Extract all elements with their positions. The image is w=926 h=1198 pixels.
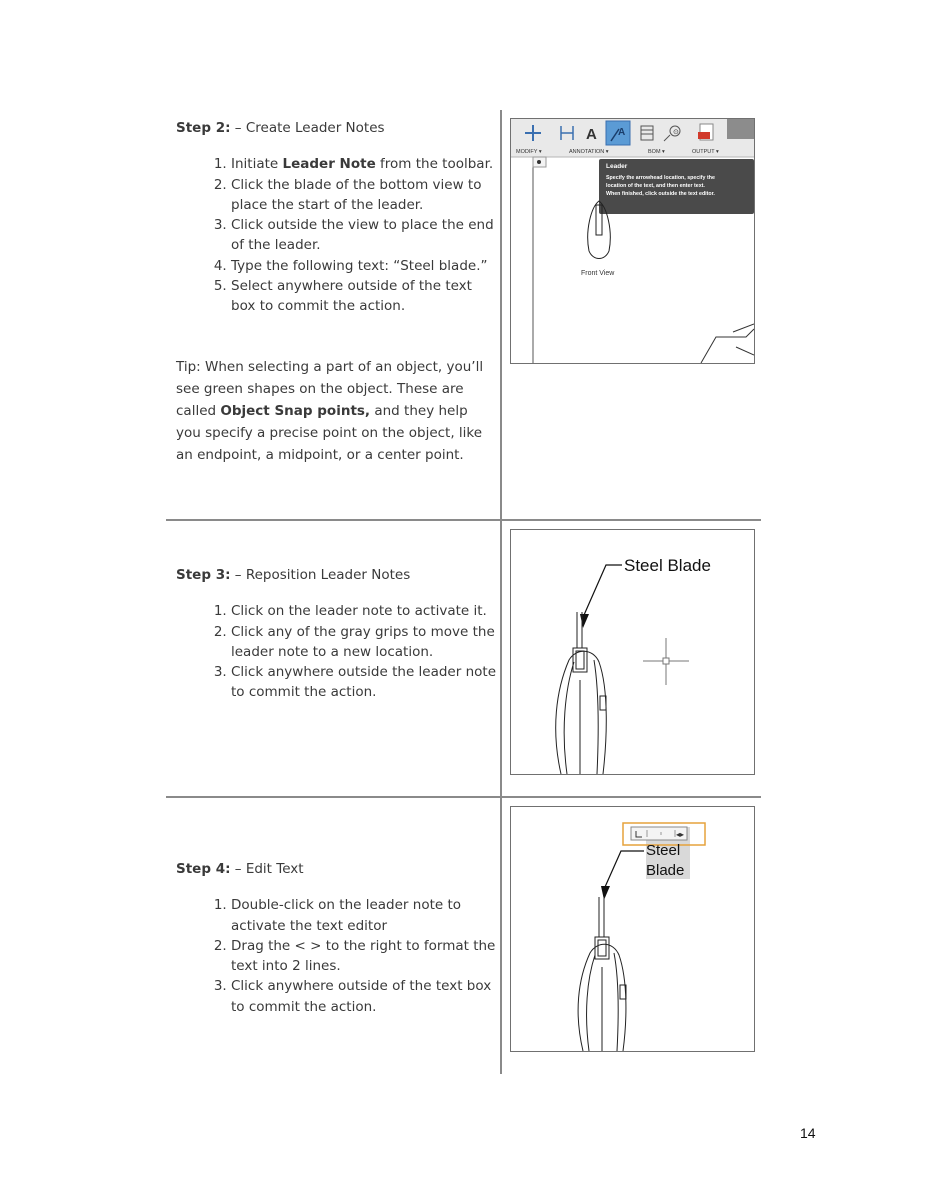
- bom-menu[interactable]: BOM ▾: [648, 149, 665, 155]
- step-3-item: 1. Click on the leader note to activate it.: [231, 601, 496, 621]
- step-2-item: 4. Type the following text: “Steel blade.”: [231, 256, 496, 276]
- leader-tooltip: [599, 159, 754, 214]
- step-4-title: Step 4: – Edit Text: [176, 861, 304, 877]
- column-divider: [500, 110, 502, 1074]
- row-divider-2: [166, 796, 761, 798]
- leader-arrowhead: [580, 614, 589, 628]
- modify-menu[interactable]: MODIFY ▾: [516, 149, 542, 155]
- crosshair-cursor: [643, 638, 689, 685]
- svg-text:When finished, click outside t: When finished, click outside the text editor.: [606, 191, 715, 197]
- annotation-menu[interactable]: ANNOTATION ▾: [569, 149, 609, 155]
- step-2-section: [176, 118, 496, 317]
- balloon-number: ⊙: [673, 129, 679, 136]
- leader-text-line-2[interactable]: Blade: [646, 862, 685, 879]
- leader-line: [584, 565, 622, 615]
- step-2-item: 2. Click the blade of the bottom view to place the start of the leader.: [231, 175, 496, 216]
- step-2-list: [176, 154, 496, 316]
- leader-line: [605, 851, 644, 887]
- leader-text-line-1[interactable]: Steel: [646, 842, 681, 859]
- blade-model: [556, 612, 607, 774]
- step-3-item: 2. Click any of the gray grips to move the leader note to a new location.: [231, 622, 496, 663]
- svg-text:Specify the arrowhead location: Specify the arrowhead location, specify the: [606, 175, 715, 181]
- front-view-label: Front View: [581, 270, 615, 277]
- svg-text:◂▸: ◂▸: [676, 830, 685, 839]
- text-tool-icon[interactable]: A: [586, 126, 597, 143]
- tip-paragraph: Tip: When selecting a part of an object, you’ll see green shapes on the object. These are called Object Snap points, and they help you specify a precise point on the object, like an endpoint, a midpoint, or a center point.: [176, 359, 484, 463]
- reposition-screenshot: [510, 529, 755, 775]
- step-3-title: Step 3: – Reposition Leader Notes: [176, 567, 411, 583]
- svg-text:Leader: Leader: [606, 163, 628, 170]
- step-3-section: [176, 565, 496, 703]
- leader-note-text[interactable]: Steel Blade: [624, 556, 711, 575]
- page-number: 14: [800, 1125, 816, 1141]
- svg-text:A: A: [618, 127, 626, 138]
- leader-arrowhead: [601, 886, 610, 900]
- step-4-item: 1. Double-click on the leader note to activate the text editor: [231, 895, 496, 936]
- step-2-item: 5. Select anywhere outside of the text box to commit the action.: [231, 276, 496, 317]
- step-2-title: Step 2: – Create Leader Notes: [176, 120, 385, 136]
- toolbar-screenshot: [510, 118, 755, 364]
- output-menu[interactable]: OUTPUT ▾: [692, 149, 719, 155]
- adjacent-view-stub: [701, 324, 754, 363]
- step-2-item: 1. Initiate Leader Note from the toolbar.: [231, 154, 496, 174]
- step-3-list: [176, 601, 496, 702]
- edit-text-screenshot: [510, 806, 755, 1052]
- pdf-icon[interactable]: [698, 124, 713, 140]
- row-divider-1: [166, 519, 761, 521]
- step-4-item: 3. Click anywhere outside of the text box to commit the action.: [231, 976, 496, 1017]
- step-3-item: 3. Click anywhere outside the leader note to commit the action.: [231, 662, 496, 703]
- svg-text:location of the text, and then: location of the text, and then enter text.: [606, 183, 705, 189]
- step-4-section: [176, 859, 496, 1017]
- step-4-item: 2. Drag the < > to the right to format the text into 2 lines.: [231, 936, 496, 977]
- blade-model: [578, 897, 626, 1051]
- step-4-list: [176, 895, 496, 1017]
- step-2-item: 3. Click outside the view to place the end of the leader.: [231, 215, 496, 256]
- text-editor-ruler[interactable]: [631, 827, 687, 840]
